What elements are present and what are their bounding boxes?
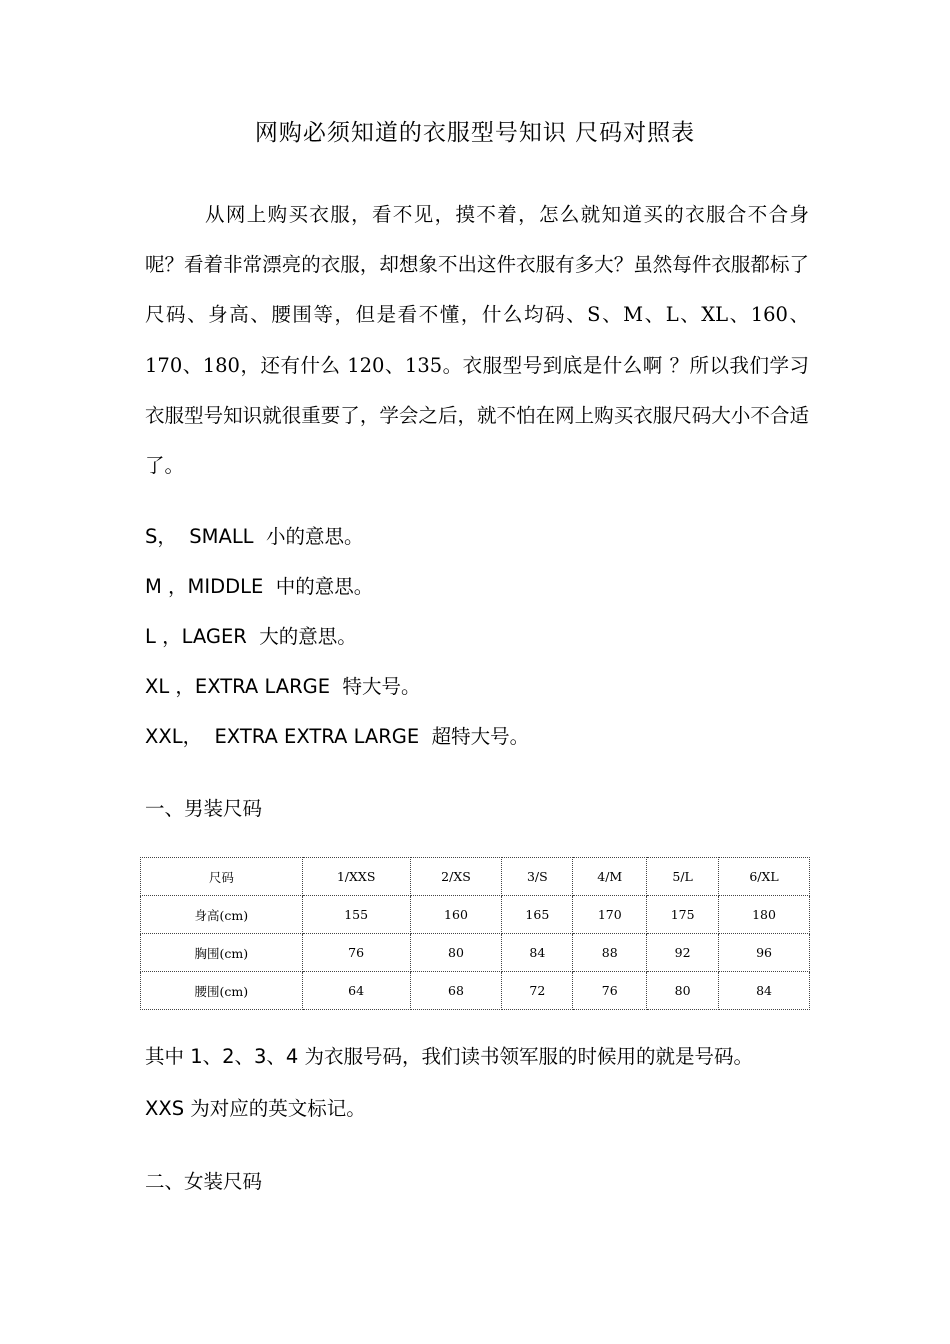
table-header-cell: 2/XS xyxy=(410,858,502,896)
table-header-cell: 5/L xyxy=(647,858,719,896)
table-header-cell: 1/XXS xyxy=(302,858,410,896)
size-meaning-xl: XL ，EXTRA LARGE 特大号。 xyxy=(145,675,421,698)
table-header-cell: 4/M xyxy=(573,858,647,896)
table-cell: 64 xyxy=(302,972,410,1010)
table-cell: 84 xyxy=(502,934,573,972)
table-cell: 88 xyxy=(573,934,647,972)
table-cell: 175 xyxy=(647,896,719,934)
table-row xyxy=(141,896,810,934)
table-header-row xyxy=(141,858,810,896)
size-note xyxy=(145,1031,825,1135)
table-row xyxy=(141,972,810,1010)
size-meaning-xxl: XXL， EXTRA EXTRA LARGE 超特大号。 xyxy=(145,725,530,748)
table-row xyxy=(141,934,810,972)
size-meaning-l: L ，LAGER 大的意思。 xyxy=(145,625,357,648)
table-cell: 170 xyxy=(573,896,647,934)
section-heading-women: 二、女装尺码 xyxy=(145,1170,263,1193)
table-cell: 80 xyxy=(647,972,719,1010)
men-size-table xyxy=(140,857,810,1010)
note-line: 其中 1、2、3、4 为衣服号码，我们读书领军服的时候用的就是号码。 xyxy=(145,1045,754,1068)
table-header-cell: 3/S xyxy=(502,858,573,896)
size-meaning-s: S， SMALL 小的意思。 xyxy=(145,525,364,548)
table-cell: 68 xyxy=(410,972,502,1010)
table-cell: 腰围(cm) xyxy=(141,972,303,1010)
table-cell: 80 xyxy=(410,934,502,972)
table-cell: 胸围(cm) xyxy=(141,934,303,972)
intro-paragraph: 从网上购买衣服，看不见，摸不着，怎么就知道买的衣服合不合身呢？看着非常漂亮的衣服，却想象不出这件衣服有多大？虽然每件衣服都标了尺码、身高、腰围等，但是看不懂，什么均码、S、M、L、XL、160、170、180，还有什么 120、135。衣服型号到底是什么啊 ？所以我们学习衣服型号知识就很重要了，学会之后，就不怕在网上购买衣服尺码大小不合适了。 xyxy=(145,203,809,478)
table-cell: 72 xyxy=(502,972,573,1010)
table-cell: 身高(cm) xyxy=(141,896,303,934)
note-line: XXS 为对应的英文标记。 xyxy=(145,1097,366,1120)
table-cell: 160 xyxy=(410,896,502,934)
table-cell: 76 xyxy=(573,972,647,1010)
table-cell: 165 xyxy=(502,896,573,934)
section-heading-men: 一、男装尺码 xyxy=(145,797,263,820)
table-cell: 180 xyxy=(719,896,810,934)
size-meaning-list xyxy=(145,512,529,762)
table-cell: 96 xyxy=(719,934,810,972)
table-header-cell: 6/XL xyxy=(719,858,810,896)
table-cell: 76 xyxy=(302,934,410,972)
table-cell: 84 xyxy=(719,972,810,1010)
table-header-cell: 尺码 xyxy=(141,858,303,896)
table-cell: 92 xyxy=(647,934,719,972)
table-cell: 155 xyxy=(302,896,410,934)
page-title: 网购必须知道的衣服型号知识 尺码对照表 xyxy=(254,120,696,146)
size-meaning-m: M ，MIDDLE 中的意思。 xyxy=(145,575,374,598)
